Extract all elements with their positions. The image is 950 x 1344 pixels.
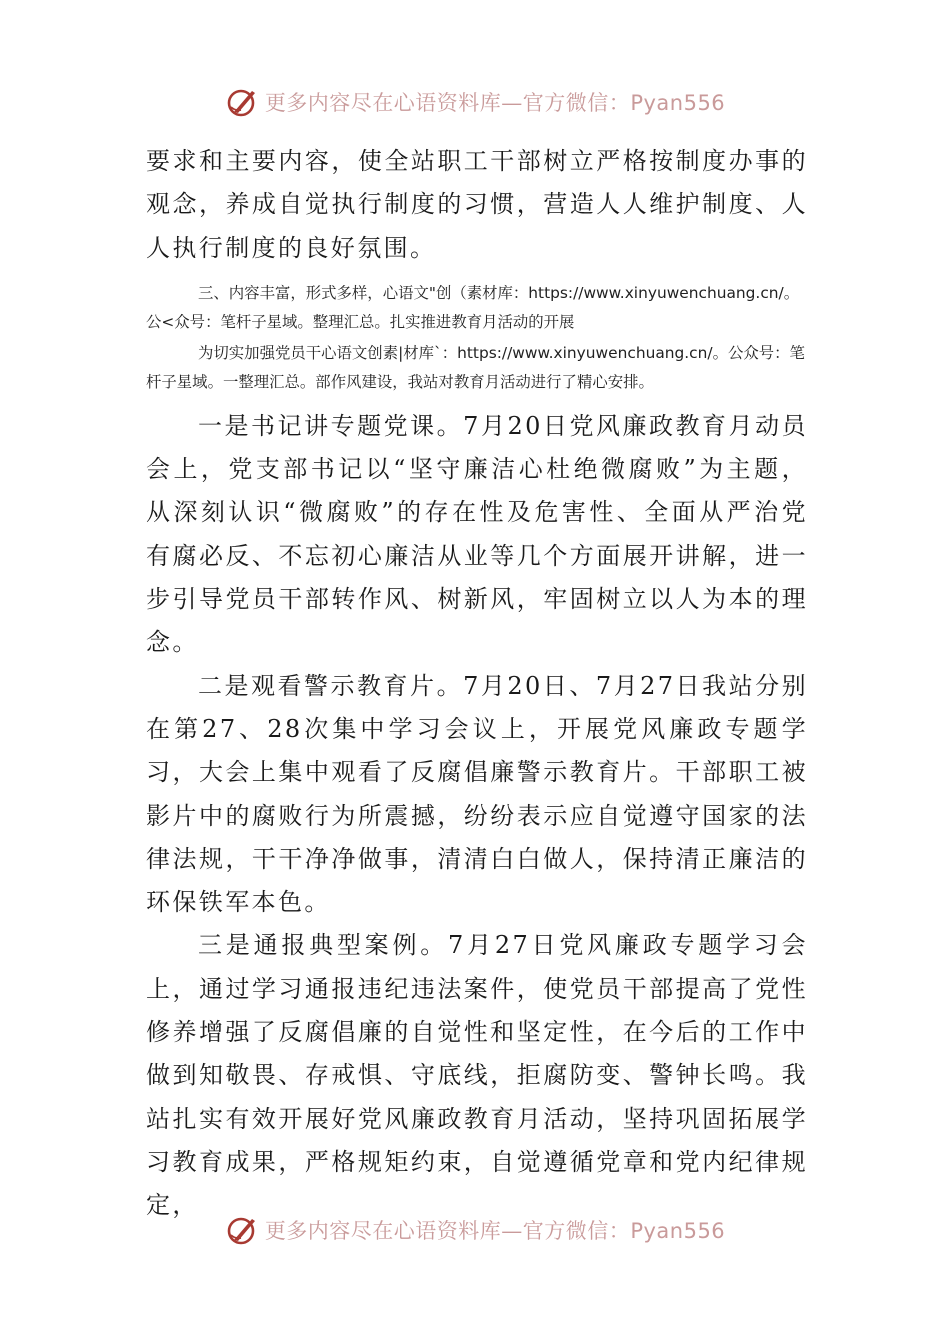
paragraph-typical-cases: 三是通报典型案例。7月27日党风廉政专题学习会上，通过学习通报违纪违法案件，使党员干部提高了党性修养增强了反腐倡廉的自觉性和坚定性，在今后的工作中做到知敬畏、存戒惧、守底线，拒腐防变、警钟长鸣。我站扎实有效开展好党风廉政教育月活动，坚持巩固拓展学习教育成果，严格规矩约束，自觉遵循党章和党内纪律规定， [146, 931, 808, 1220]
footer-banner [0, 1208, 950, 1252]
footer-banner-text [265, 1215, 725, 1245]
small-paragraph-section-three: 三、内容丰富，形式多样，心语文"创（素材库：https://www.xinyuwenchuang.cn/。公<众号：笔杆子星域。整理汇总。扎实推进教育月活动的开展 [146, 283, 800, 331]
small-paragraph-arrangement: 为切实加强党员干心语文创素|材库`：https://www.xinyuwenchuang.cn/。公众号：笔杆子星域。一整理汇总。部作风建设，我站对教育月活动进行了精心安排。 [146, 343, 805, 391]
header-banner [0, 80, 950, 124]
paragraph-party-lecture: 一是书记讲专题党课。7月20日党风廉政教育月动员会上，党支部书记以“坚守廉洁心杜绝微腐败”为主题，从深刻认识“微腐败”的存在性及危害性、全面从严治党有腐必反、不忘初心廉洁从业等几个方面展开讲解，进一步引导党员干部转作风、树新风，牢固树立以人为本的理念。 [146, 411, 808, 657]
header-banner-text [265, 87, 725, 117]
footer-banner-label: 更多内容尽在心语资料库—官方微信： [264, 1219, 631, 1243]
document-body [146, 140, 808, 1228]
paragraph-requirements: 要求和主要内容，使全站职工干部树立严格按制度办事的观念，养成自觉执行制度的习惯，营造人人维护制度、人人执行制度的良好氛围。 [146, 147, 808, 262]
header-banner-label: 更多内容尽在心语资料库—官方微信： [264, 91, 631, 115]
quill-circle-logo-icon [225, 85, 259, 119]
paragraph-warning-film: 二是观看警示教育片。7月20日、7月27日我站分别在第27、28次集中学习会议上，开展党风廉政专题学习，大会上集中观看了反腐倡廉警示教育片。干部职工被影片中的腐败行为所震撼，纷纷表示应自觉遵守国家的法律法规，干干净净做事，清清白白做人，保持清正廉洁的环保铁军本色。 [146, 671, 808, 917]
quill-circle-logo-icon [225, 1213, 259, 1247]
footer-wechat-handle: Pyan556 [630, 1219, 726, 1243]
header-wechat-handle: Pyan556 [630, 91, 726, 115]
